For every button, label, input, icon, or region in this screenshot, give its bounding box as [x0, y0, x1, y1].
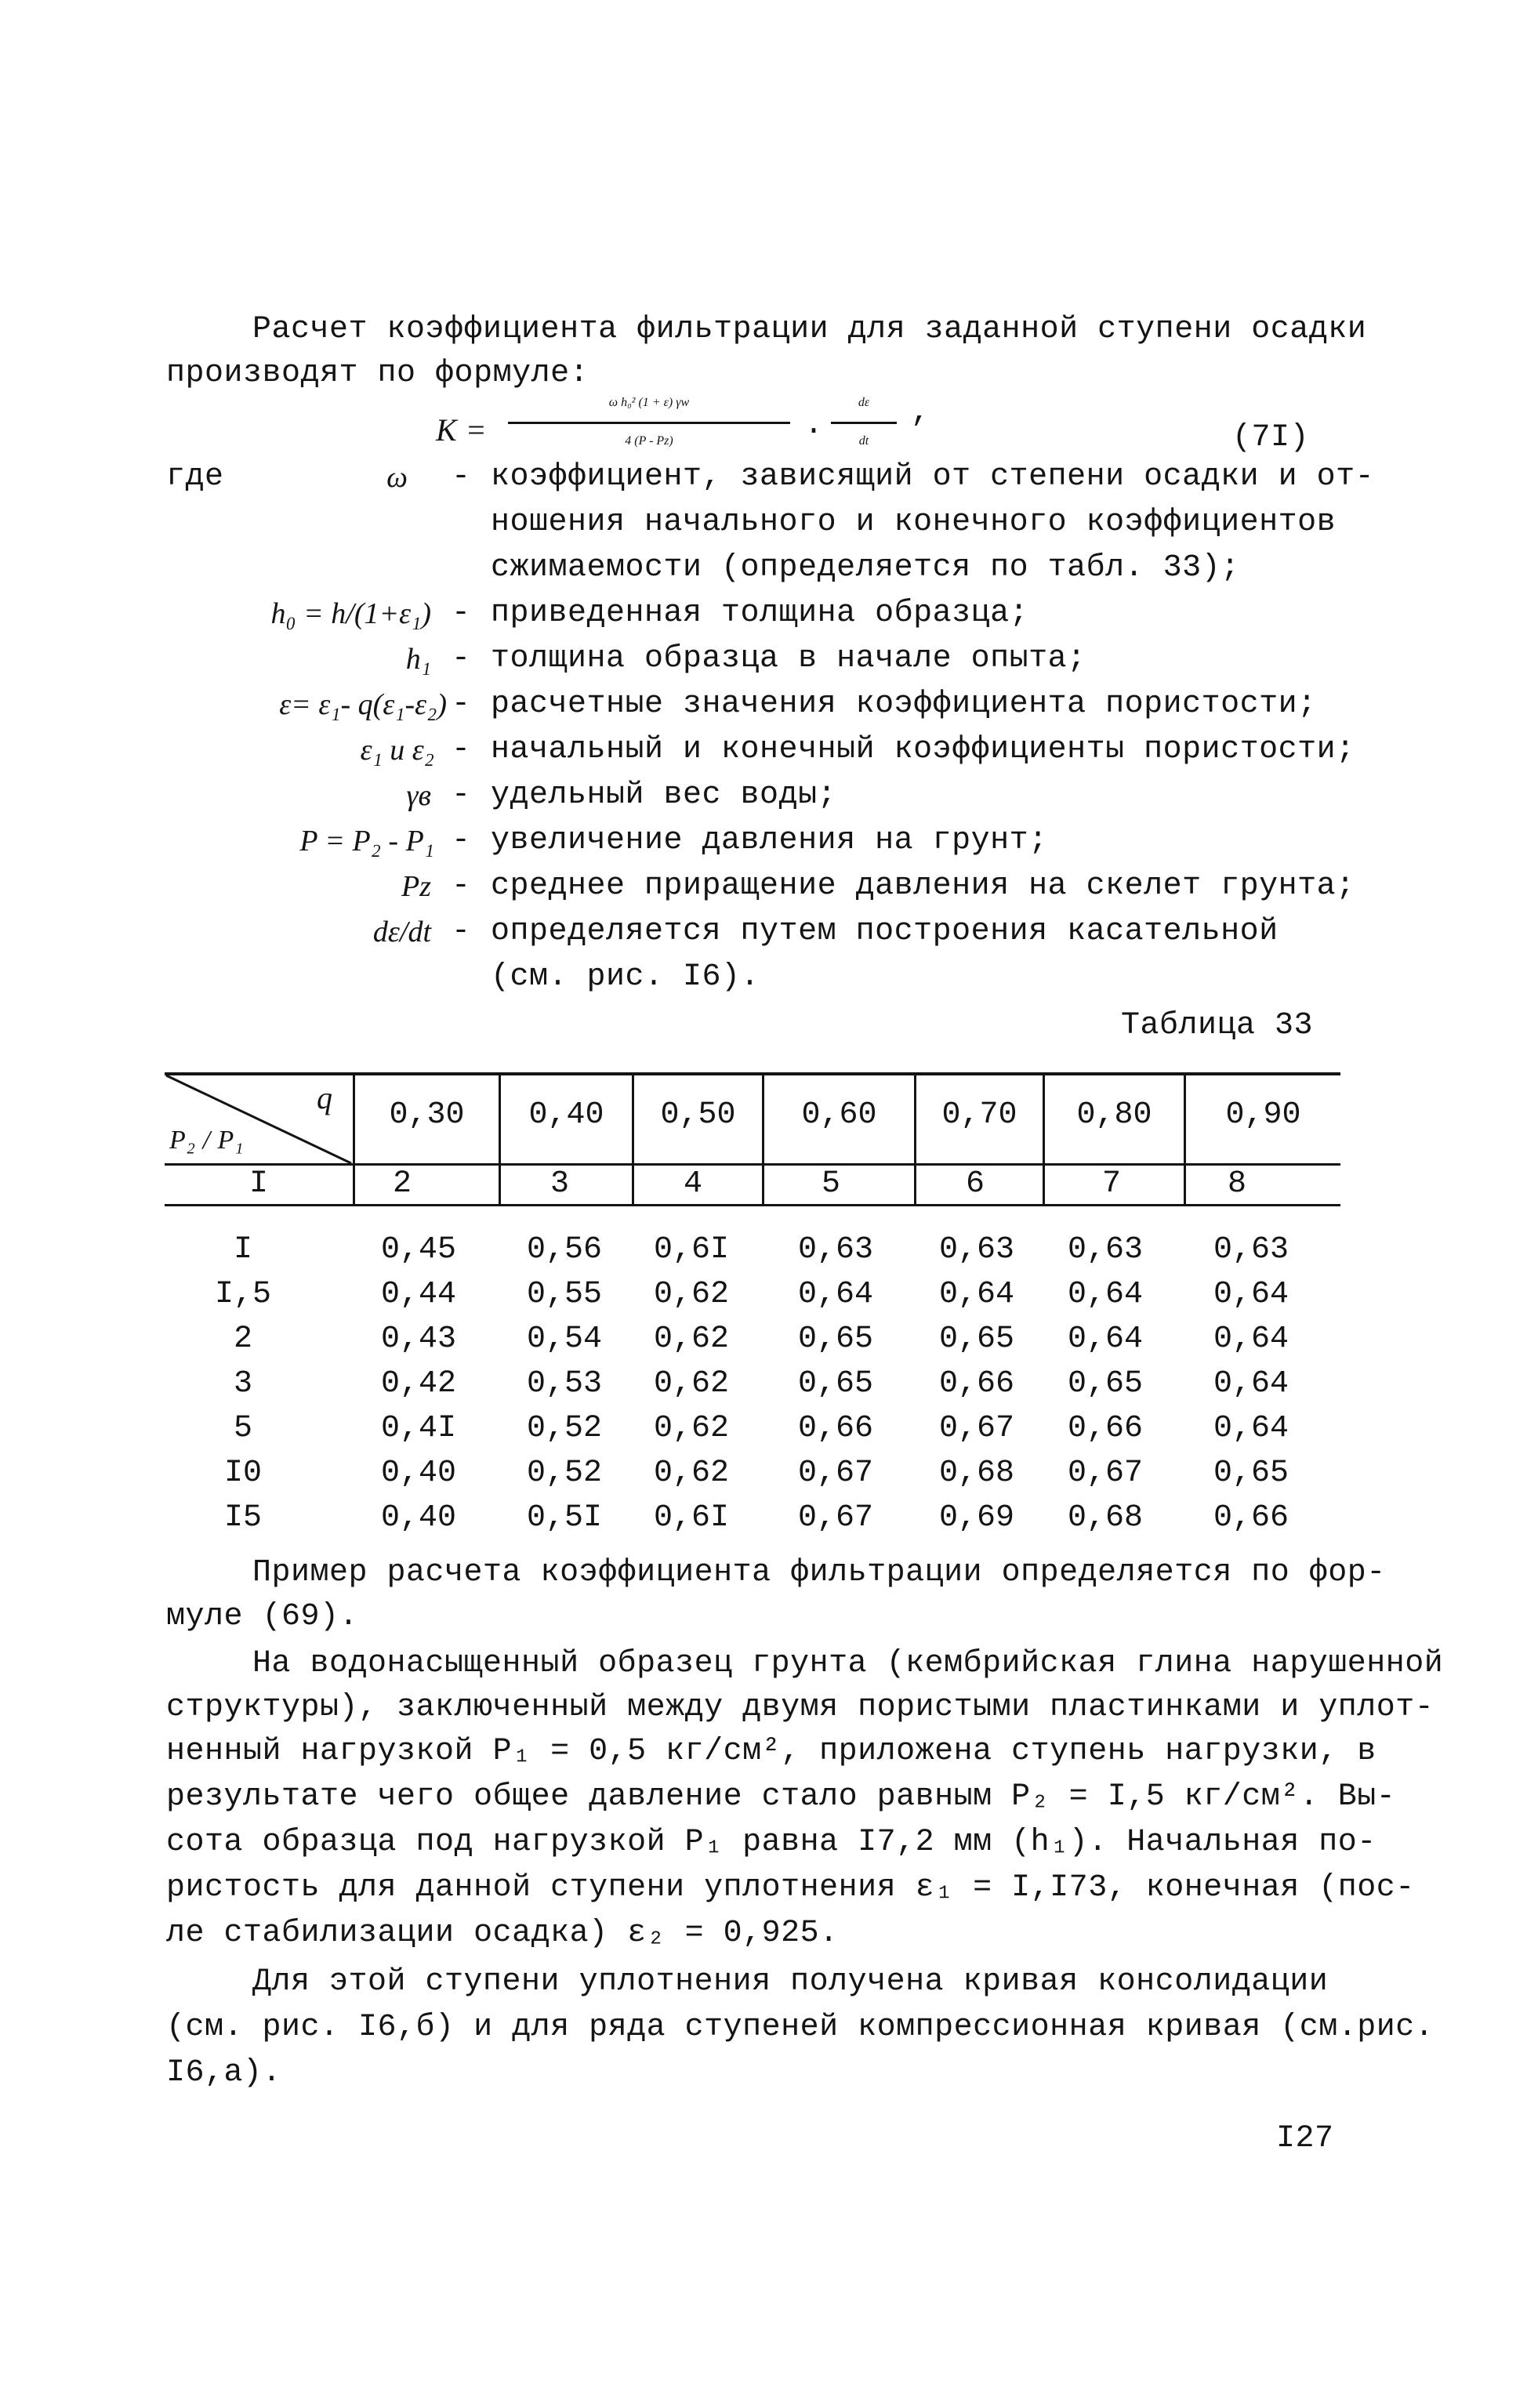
definition-dash: -	[452, 459, 471, 495]
formula-main-fraction	[508, 386, 790, 459]
body-line: ле стабилизации осадка) ε₂ = 0,925.	[166, 1916, 839, 1951]
table-cell: 0,52	[527, 1411, 603, 1446]
definition-dash: -	[452, 687, 471, 722]
definition-line: (см. рис. I6).	[491, 959, 760, 995]
table-row-ratio: I	[233, 1232, 252, 1267]
body-line: сота образца под нагрузкой P₁ равна I7,2 мм (h₁). Начальная по-	[166, 1825, 1376, 1860]
table-number-rule	[165, 1204, 1340, 1206]
table-row-ratio: I,5	[214, 1277, 271, 1312]
table-cell: 0,67	[1068, 1456, 1144, 1491]
table-cell: 0,54	[527, 1322, 603, 1357]
table-cell: 0,64	[1068, 1277, 1144, 1312]
table-cell: 0,66	[1213, 1500, 1289, 1536]
formula-numerator: ω h₀² (1 + ε) γw	[508, 386, 790, 424]
table-cell: 0,64	[939, 1277, 1015, 1312]
table-cell: 0,62	[654, 1456, 730, 1491]
table-column-number: 2	[392, 1166, 412, 1202]
table-cell: 0,6I	[654, 1232, 730, 1267]
table-cell: 0,45	[381, 1232, 457, 1267]
page-number: I27	[1276, 2121, 1334, 2156]
table-cell: 0,52	[527, 1456, 603, 1491]
definition-symbol-de-dt: dε/dt	[372, 916, 431, 948]
table-cell: 0,63	[1213, 1232, 1289, 1267]
table-header-cell: 0,50	[660, 1097, 736, 1133]
definition-line: среднее приращение давления на скелет грунта;	[491, 869, 1355, 904]
table-cell: 0,68	[1068, 1500, 1144, 1536]
where-label: где	[166, 459, 224, 495]
table-column-number: 8	[1227, 1166, 1246, 1202]
body-line: I6,а).	[166, 2055, 282, 2091]
definition-line: сжимаемости (определяется по табл. 33);	[491, 550, 1240, 586]
body-line: На водонасыщенный образец грунта (кембрийская глина нарушенной	[252, 1646, 1444, 1681]
table-row-ratio: I5	[223, 1500, 262, 1536]
table-column-number: 3	[550, 1166, 569, 1202]
definition-symbol-eps1-eps2: ε₁ и ε₂	[360, 734, 434, 767]
definition-symbol-epsilon: ε= ε₁- q(ε₁-ε₂)	[279, 688, 447, 721]
definition-symbol-h0: h₀ = h/(1+ε₁)	[270, 597, 431, 630]
table-cell: 0,43	[381, 1322, 457, 1357]
table-header-cell: 0,90	[1225, 1097, 1301, 1133]
body-line: Для этой ступени уплотнения получена кривая консолидации	[252, 1964, 1329, 2000]
table-cell: 0,44	[381, 1277, 457, 1312]
table-row-ratio: I0	[223, 1456, 262, 1491]
definition-line: коэффициент, зависящий от степени осадки и от-	[491, 459, 1375, 495]
table-caption: Таблица 33	[1121, 1008, 1314, 1043]
formula-denominator: 4 (P - Pz)	[625, 434, 673, 448]
table-row-ratio: 2	[233, 1322, 252, 1357]
table-cell: 0,63	[798, 1232, 874, 1267]
table-cell: 0,66	[939, 1366, 1015, 1402]
table-cell: 0,62	[654, 1322, 730, 1357]
table-row-ratio: 5	[233, 1411, 252, 1446]
table-cell: 0,63	[1068, 1232, 1144, 1267]
table-cell: 0,55	[527, 1277, 603, 1312]
definition-line: приведенная толщина образца;	[491, 596, 1029, 631]
formula-dot: ·	[804, 414, 824, 449]
table-cell: 0,62	[654, 1366, 730, 1402]
table-cell: 0,64	[1213, 1366, 1289, 1402]
table-cell: 0,67	[939, 1411, 1015, 1446]
definition-dash: -	[452, 596, 471, 631]
definition-dash: -	[452, 732, 471, 767]
body-line: структуры), заключенный между двумя пористыми пластинками и уплот-	[166, 1690, 1435, 1725]
body-line: Пример расчета коэффициента фильтрации определяется по фор-	[252, 1555, 1386, 1590]
table-header-cell: 0,40	[528, 1097, 604, 1133]
table-cell: 0,42	[381, 1366, 457, 1402]
table-column-number: 7	[1101, 1166, 1121, 1202]
formula-d-denominator: dt	[858, 434, 869, 448]
table-cell: 0,5I	[527, 1500, 603, 1536]
table-cell: 0,65	[939, 1322, 1015, 1357]
formula-d-numerator: dε	[831, 386, 897, 424]
table-column-number: 6	[965, 1166, 985, 1202]
table-cell: 0,6I	[654, 1500, 730, 1536]
table-cell: 0,62	[654, 1277, 730, 1312]
body-line: ристость для данной ступени уплотнения ε₁ = I,I73, конечная (пос-	[166, 1870, 1415, 1906]
table-cell: 0,4I	[381, 1411, 457, 1446]
definition-symbol-omega: ω	[386, 461, 408, 494]
definition-line: увеличение давления на грунт;	[491, 823, 1048, 858]
table-cell: 0,65	[1068, 1366, 1144, 1402]
table-cell: 0,67	[798, 1456, 874, 1491]
table-cell: 0,64	[798, 1277, 874, 1312]
table-cell: 0,65	[798, 1366, 874, 1402]
body-line: (см. рис. I6,б) и для ряда ступеней компрессионная кривая (см.рис.	[166, 2010, 1435, 2045]
table-cell: 0,56	[527, 1232, 603, 1267]
table-cell: 0,40	[381, 1456, 457, 1491]
table-cell: 0,62	[654, 1411, 730, 1446]
table-cell: 0,66	[798, 1411, 874, 1446]
table-cell: 0,69	[939, 1500, 1015, 1536]
definition-line: расчетные значения коэффициента пористости;	[491, 687, 1317, 722]
table-column-number: 5	[821, 1166, 840, 1202]
table-cell: 0,67	[798, 1500, 874, 1536]
definition-line: ношения начального и конечного коэффициентов	[491, 505, 1337, 540]
definition-line: толщина образца в начале опыта;	[491, 641, 1086, 676]
definition-symbol-pz: Pz	[401, 870, 431, 903]
table-header-cell: 0,70	[941, 1097, 1017, 1133]
definition-symbol-h1: h₁	[405, 643, 431, 676]
table-cell: 0,40	[381, 1500, 457, 1536]
table-cell: 0,66	[1068, 1411, 1144, 1446]
definition-dash: -	[452, 641, 471, 676]
definition-line: начальный и конечный коэффициенты пористости;	[491, 732, 1355, 767]
body-line: результате чего общее давление стало равным P₂ = I,5 кг/см². Вы-	[166, 1779, 1396, 1815]
table-cell: 0,63	[939, 1232, 1015, 1267]
formula-derivative-fraction	[831, 386, 897, 459]
intro-line-1: Расчет коэффициента фильтрации для заданной ступени осадки	[252, 312, 1367, 347]
body-line: ненный нагрузкой P₁ = 0,5 кг/см², приложена ступень нагрузки, в	[166, 1734, 1376, 1769]
table-cell: 0,64	[1213, 1411, 1289, 1446]
table-cell: 0,64	[1213, 1277, 1289, 1312]
table-row-ratio: 3	[233, 1366, 252, 1402]
table-header-cell: 0,30	[389, 1097, 465, 1133]
table-cell: 0,64	[1068, 1322, 1144, 1357]
table-cell: 0,65	[798, 1322, 874, 1357]
table-corner-p-ratio: P₂ / P₁	[169, 1126, 245, 1155]
table-cell: 0,53	[527, 1366, 603, 1402]
table-cell: 0,64	[1213, 1322, 1289, 1357]
definition-line: удельный вес воды;	[491, 778, 837, 813]
formula-number: (7I)	[1232, 420, 1310, 455]
table-header-cell: 0,60	[801, 1097, 877, 1133]
table-corner-q: q	[317, 1080, 333, 1115]
formula-comma: ,	[911, 395, 930, 430]
table-column-number: 4	[683, 1166, 702, 1202]
definition-dash: -	[452, 778, 471, 813]
body-line: муле (69).	[166, 1599, 359, 1634]
definition-dash: -	[452, 914, 471, 949]
table-cell: 0,68	[939, 1456, 1015, 1491]
definition-dash: -	[452, 823, 471, 858]
formula-lhs: K =	[436, 412, 488, 448]
definition-symbol-gamma: γв	[406, 779, 431, 812]
definition-dash: -	[452, 869, 471, 904]
table-header-cell: 0,80	[1076, 1097, 1152, 1133]
definition-symbol-p: P = P₂ - P₁	[299, 825, 434, 858]
table-column-number: I	[248, 1166, 268, 1202]
definition-line: определяется путем построения касательной	[491, 914, 1279, 949]
table-cell: 0,65	[1213, 1456, 1289, 1491]
intro-line-2: производят по формуле:	[166, 356, 589, 391]
